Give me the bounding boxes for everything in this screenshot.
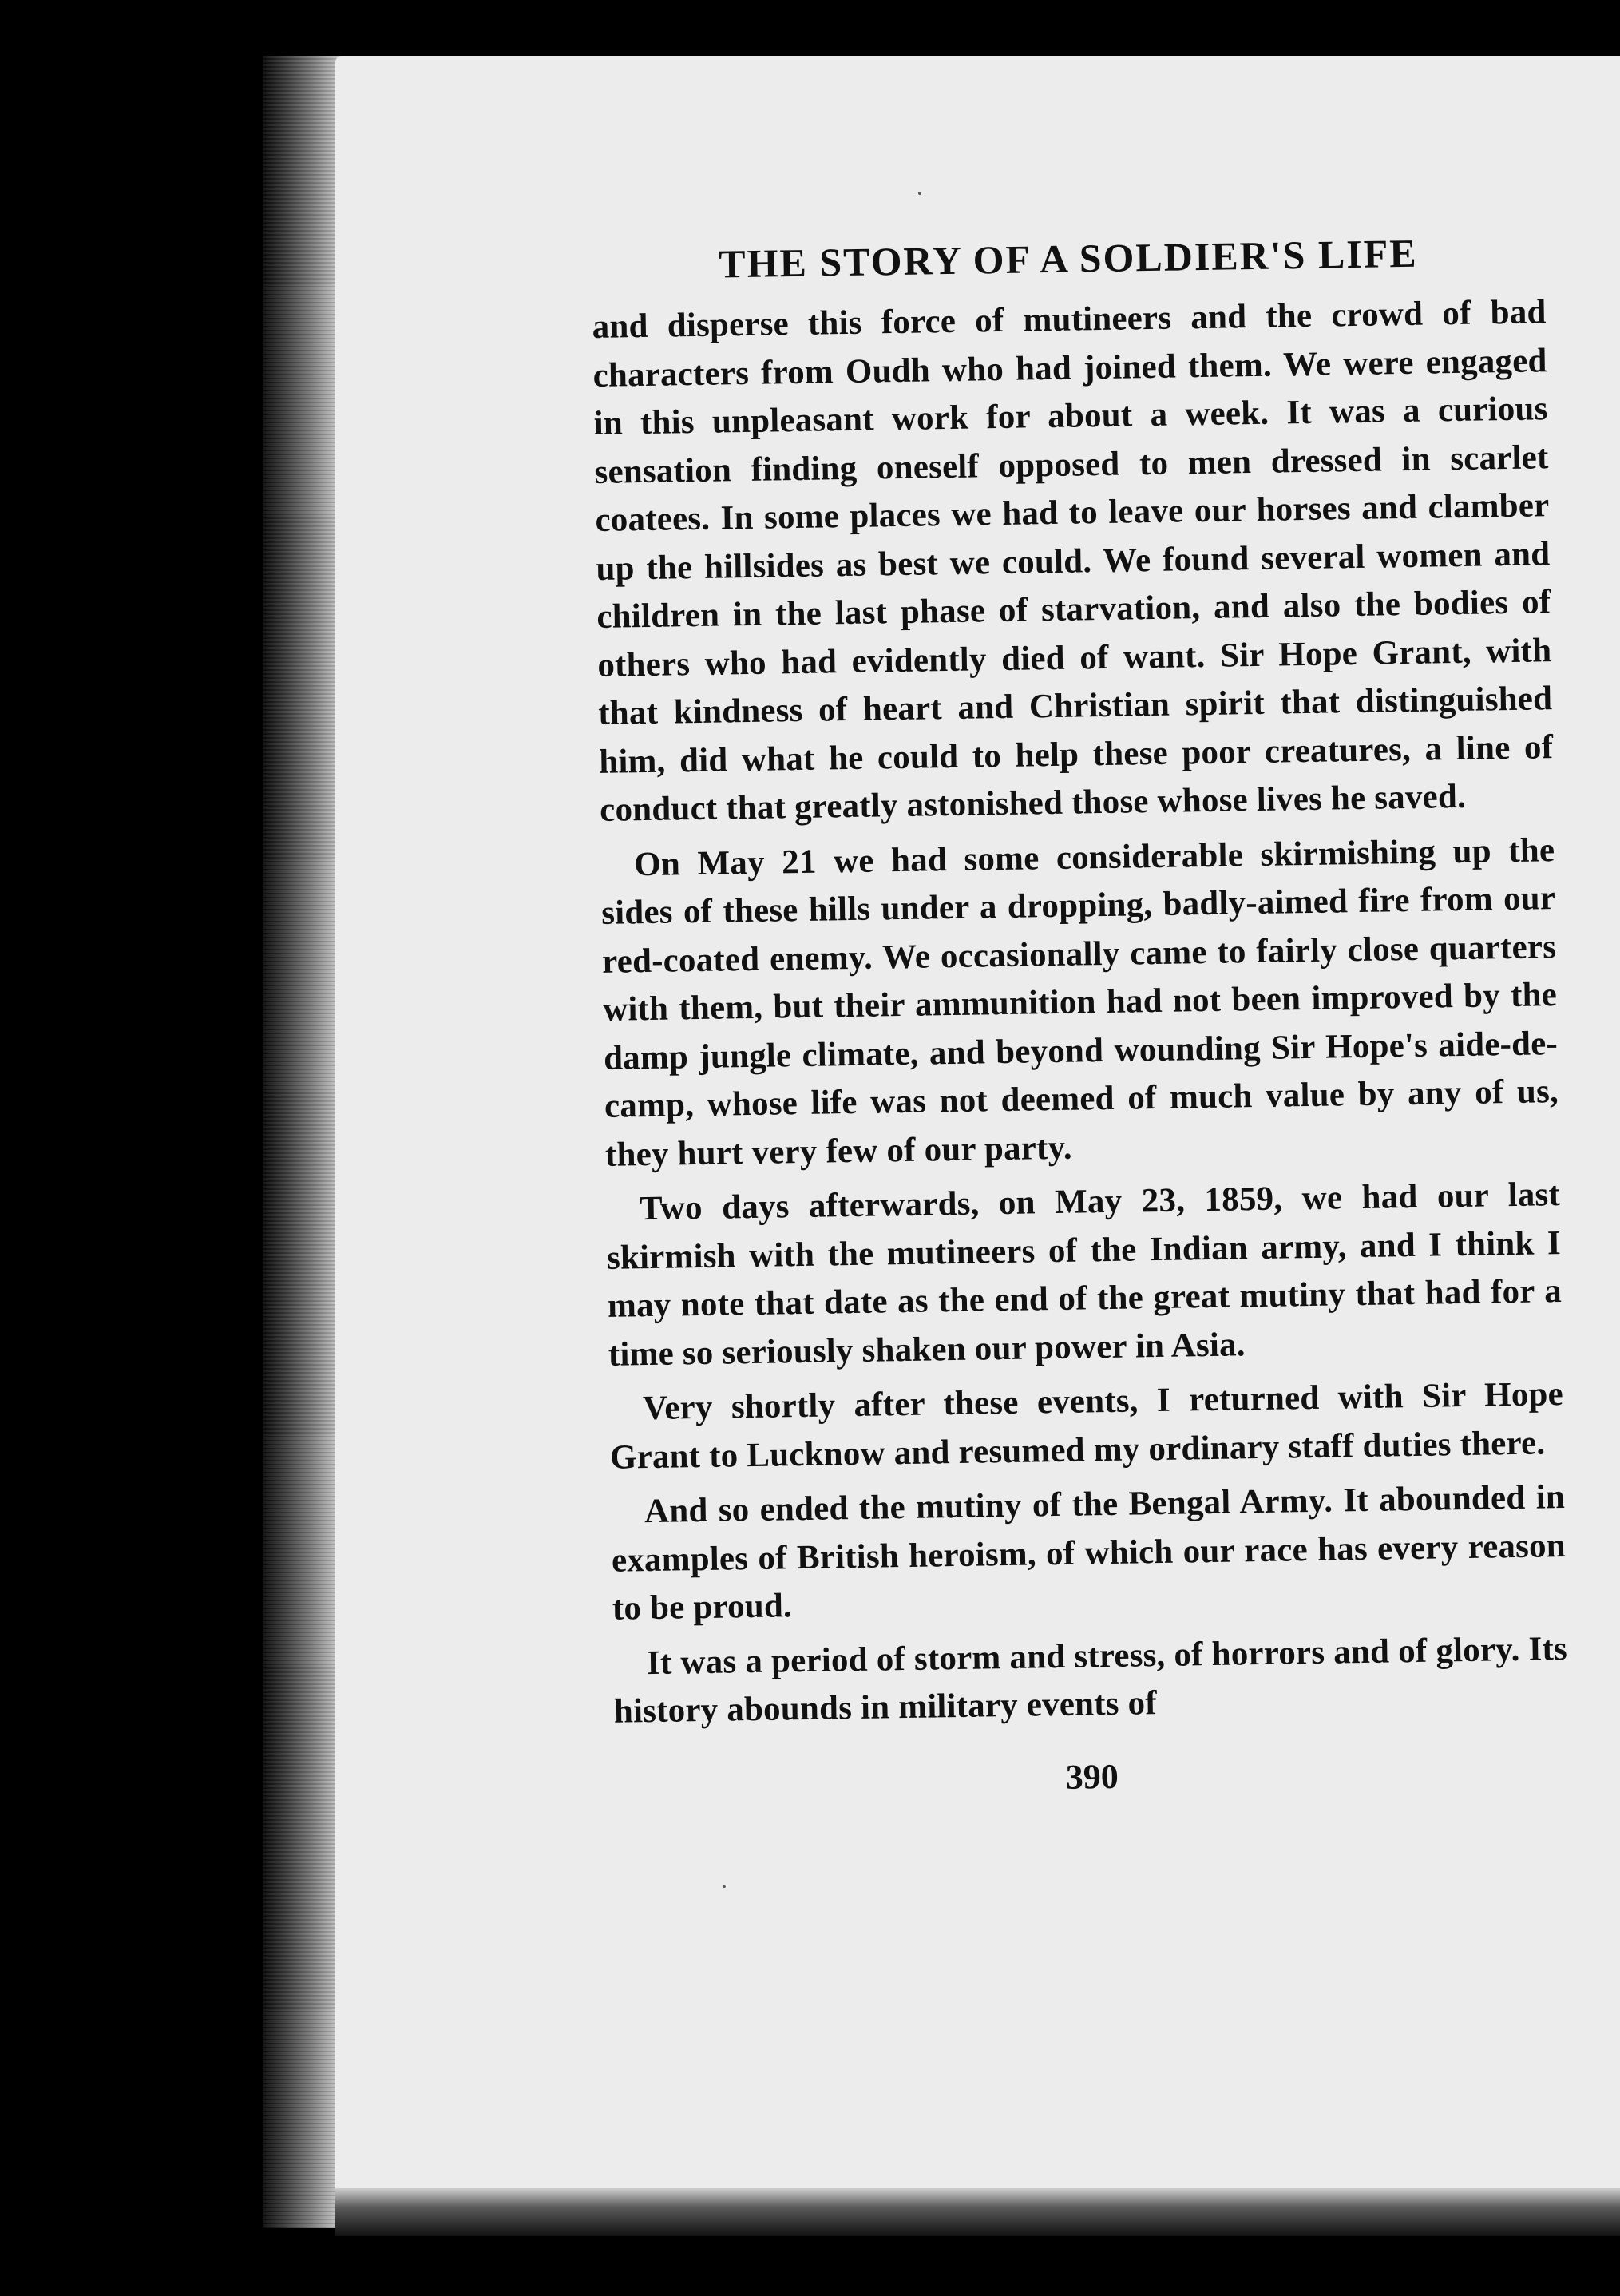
dust-speck xyxy=(918,192,921,195)
paragraph-4: Very shortly after these events, I returned with Sir Hope Grant to Lucknow and resumed my ordinary staff duties there. xyxy=(609,1375,1564,1477)
paragraph-1: and disperse this force of mutineers and the crowd of bad characters from Oudh who had joined them. We were engaged in this unpleasant work for about a week. It was a curious sensation finding oneself opposed to men dressed in scarlet coatees. In some places we had to leave our horses and clamber up the hillsides as best we could. We found several women and children in the last phase of starvation, and also the bodies of others who had evidently died of want. Sir Hope Grant, with that kindness of heart and Christian spirit that distinguished him, did what he could to help these poor creatures, a line of conduct that greatly astonished those whose lives he saved. xyxy=(592,293,1554,829)
text-block xyxy=(591,224,1570,1808)
dust-speck xyxy=(723,1885,726,1888)
page-bottom-edge xyxy=(335,2188,1620,2236)
paragraph-5: And so ended the mutiny of the Bengal Army. It abounded in examples of British heroism, of which our race has every reason to be proud. xyxy=(611,1478,1567,1628)
paragraph-2: On May 21 we had some considerable skirmishing up the sides of these hills under a dropping, badly-aimed fire from our red-coated enemy. We occasionally came to fairly close quarters with them, but their ammunition had not been improved by the damp jungle climate, and beyond wounding Sir Hope's aide-de-camp, whose life was not deemed of much value by any of us, they hurt very few of our party. xyxy=(600,831,1559,1174)
page-number: 390 xyxy=(1065,1756,1119,1797)
paragraph-6: It was a period of storm and stress, of horrors and of glory. Its history abounds in military events of xyxy=(613,1629,1568,1731)
running-head: THE STORY OF A SOLDIER'S LIFE xyxy=(718,230,1419,287)
paragraph-3: Two days afterwards, on May 23, 1859, we had our last skirmish with the mutineers of the Indian army, and I think I may note that date as the end of the great mutiny that had for a time so seriously shaken our power in Asia. xyxy=(606,1176,1563,1374)
